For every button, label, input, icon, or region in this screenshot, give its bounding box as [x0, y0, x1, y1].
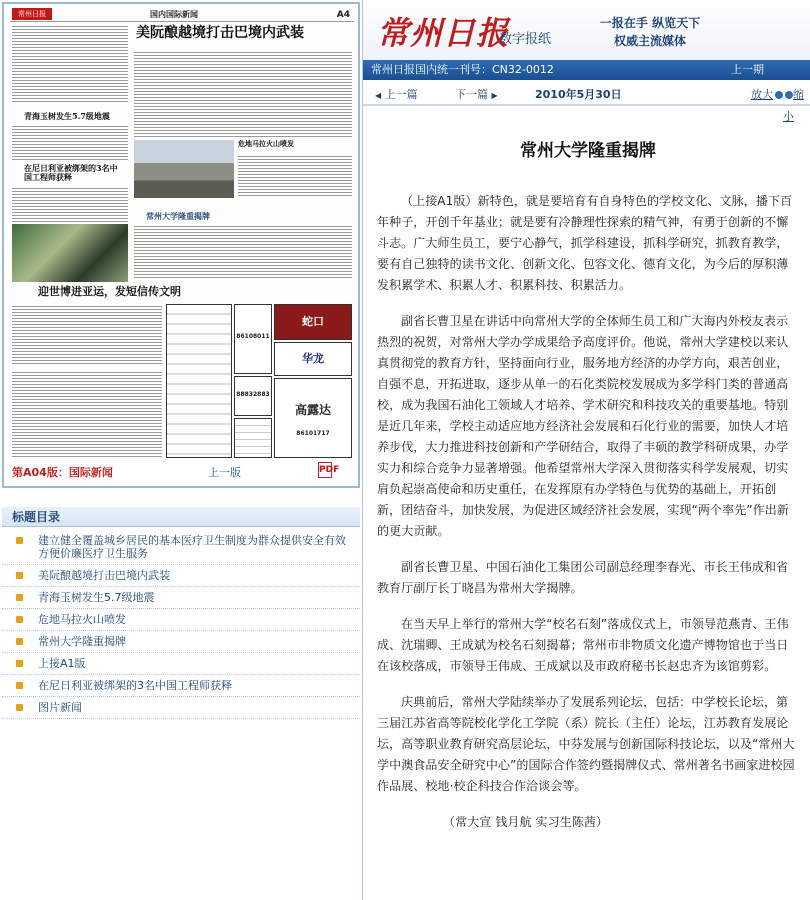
paper-photo-pandas[interactable]: [12, 224, 128, 282]
paper-ad-block[interactable]: [234, 418, 272, 458]
bullet-icon: [16, 660, 23, 667]
paper-ad-block[interactable]: [274, 378, 352, 458]
toc-item[interactable]: [2, 653, 360, 675]
zoom-in-icon: [775, 91, 783, 99]
right-panel: [362, 0, 810, 900]
paper-text-block[interactable]: [12, 24, 128, 104]
paper-logo: 常州日报: [12, 8, 52, 20]
toc-item[interactable]: [2, 530, 360, 565]
toc-item-label[interactable]: 图片新闻: [38, 701, 82, 714]
newspaper-page-image[interactable]: [10, 8, 354, 460]
toc-item[interactable]: [2, 675, 360, 697]
paper-ad-text: 蛇口: [302, 315, 324, 328]
zoom-in-label: 放大: [751, 88, 773, 101]
paper-headline-volcano[interactable]: 危地马拉火山喷发: [238, 140, 350, 148]
article-title: 常州大学隆重揭牌: [520, 141, 656, 161]
paper-ad-block[interactable]: [274, 304, 352, 340]
next-article-link[interactable]: [455, 84, 498, 107]
toc-item-label[interactable]: 上接A1版: [38, 657, 86, 670]
prev-edition-link[interactable]: 上一版: [208, 466, 241, 479]
pdf-icon[interactable]: PDF: [318, 462, 332, 478]
site-slogan: [595, 14, 705, 50]
issue-date: 2010年5月30日: [535, 88, 622, 101]
prev-issue-link[interactable]: 上一期: [731, 63, 764, 76]
bullet-icon: [16, 572, 23, 579]
article-nav: [363, 84, 810, 123]
site-subtitle: 数字报纸: [499, 32, 552, 47]
zoom-out-label: 缩小: [783, 88, 804, 123]
toc-item[interactable]: [2, 631, 360, 653]
arrow-left-icon: ◀: [375, 91, 382, 100]
zoom-in-link[interactable]: [751, 84, 783, 106]
paper-page-number: A4: [336, 10, 350, 20]
toc-item[interactable]: [2, 609, 360, 631]
paper-headline-engineers[interactable]: 在尼日利亚被绑架的3名中国工程师获释: [24, 164, 124, 182]
paper-ad-block[interactable]: [234, 376, 272, 416]
edition-label: 第A04版：国际新闻: [12, 466, 113, 479]
paper-footer: [8, 462, 352, 480]
paper-masthead: [10, 8, 354, 22]
toc-item-label[interactable]: 青海玉树发生5.7级地震: [38, 591, 155, 604]
paper-ad-text: 华龙: [302, 352, 324, 365]
article-paragraph: （上接A1版）新特色，就是要培育有自身特色的学校文化、文脉，播下百年种子，开创千年基业；就是要有冷静理性探索的精气神，有勇于创新的不懈斗志。广大师生员工，要宁心静气，抓学科建设，抓科学研究，抓教育教学，要有自己独特的读书文化、创新文化、包容文化、德育文化，为今后的厚积薄发积累学术、积累人才、积累科技、积累活力。: [377, 194, 793, 292]
paper-ad-text: 88832883: [236, 391, 270, 398]
paper-text-block[interactable]: [12, 370, 162, 458]
paper-text-block[interactable]: [238, 154, 352, 198]
toc-item-label[interactable]: 在尼日利亚被绑架的3名中国工程师获释: [38, 679, 232, 692]
article-paragraph: 在当天早上举行的常州大学“校名石刻”落成仪式上，市领导范燕青、王伟成、沈瑞卿、王成斌为校名石刻揭幕；常州市非物质文化遗产博物馆也于当日在该校落成，市领导王伟成、王成斌以及市政府秘书长赵忠齐为该馆剪彩。: [377, 617, 789, 673]
paper-ad-block[interactable]: [234, 304, 272, 374]
toc-item[interactable]: [2, 565, 360, 587]
issn-text: 常州日报国内统一刊号：CN32-0012: [371, 63, 554, 76]
paper-ad-text: 86101717: [296, 430, 330, 437]
site-logo[interactable]: 常州日报: [377, 14, 510, 52]
bullet-icon: [16, 616, 23, 623]
arrow-right-icon: ▶: [491, 91, 498, 100]
toc-item-label[interactable]: 常州大学隆重揭牌: [38, 635, 126, 648]
next-article-label: 下一篇: [455, 88, 488, 101]
prev-article-link[interactable]: [375, 84, 418, 107]
article-paragraph: 副省长曹卫星、中国石油化工集团公司副总经理李春光、市长王伟成和省教育厅副厅长丁晓昌为常州大学揭牌。: [377, 560, 789, 595]
article-byline: （常大宣 钱月航 实习生陈茜）: [443, 815, 609, 829]
toc-item[interactable]: [2, 697, 360, 719]
zoom-out-icon: [785, 91, 793, 99]
article-paragraph: 副省长曹卫星在讲话中向常州大学的全体师生员工和广大海内外校友表示热烈的祝贺，对常州大学办学成果给予高度评价。他说，常州大学建校以来认真贯彻党的教育方针，坚持面向行业，服务地方经济的办学方向，艰苦创业，自强不息，开拓进取，逐步从单一的石化类院校发展成为多学科门类的普通高校，成为我国石油化工领域人才培养、学术研究和科技攻关的重要基地。特别是近几年来，学校主动适应地方经济社会发展和石化行业的需要，加快人才培养步伐，大力推进科技创新和产学研结合，取得了丰硕的教学科研成果，办学实力和综合竞争力显著增强。他希望常州大学深入贯彻落实科学发展观，切实肩负起崇高使命和历史重任，在发挥原有办学特色与优势的基础上，开拓创新，团结奋斗，加快发展，为促进区域经济社会发展，实现“两个率先”作出新的更大贡献。: [377, 314, 789, 538]
paper-ad-block[interactable]: [166, 304, 232, 458]
paper-section-name: 国内国际新闻: [150, 10, 198, 19]
toc-item-label[interactable]: 危地马拉火山喷发: [38, 613, 126, 626]
toc-list: [2, 530, 360, 719]
newspaper-page-thumbnail[interactable]: [2, 2, 360, 488]
paper-headline-quake[interactable]: 青海玉树发生5.7级地震: [24, 112, 124, 121]
toc-item-label[interactable]: 美阮酿越境打击巴境内武装: [38, 569, 170, 582]
paper-text-block[interactable]: [12, 124, 128, 160]
paper-ad-text: 高露达: [294, 403, 331, 417]
toc-item[interactable]: [2, 587, 360, 609]
bullet-icon: [16, 682, 23, 689]
prev-article-label: 上一篇: [384, 88, 418, 101]
bullet-icon: [16, 638, 23, 645]
paper-text-block[interactable]: [134, 50, 352, 138]
paper-text-block[interactable]: [12, 304, 162, 364]
article-paragraph: 庆典前后，常州大学陆续举办了发展系列论坛，包括：中学校长论坛，第三届江苏省高等院校化学化工学院（系）院长（主任）论坛，江苏教育发展论坛，高等职业教育研究高层论坛，中芬发展与创新国际科技论坛，以及“常州大学中澳食品安全研究中心”的国际合作签约暨揭牌仪式、常州著名书画家进校园作品展、校地·校企科技合作洽谈会等。: [377, 695, 795, 793]
bullet-icon: [16, 594, 23, 601]
toc-item-label[interactable]: 建立健全覆盖城乡居民的基本医疗卫生制度为群众提供安全有效方便价廉医疗卫生服务: [38, 534, 346, 560]
brand-header: [363, 0, 810, 60]
paper-ad-block[interactable]: [274, 342, 352, 376]
left-panel: [0, 0, 362, 900]
paper-headline-university[interactable]: 常州大学隆重揭牌: [146, 212, 266, 221]
paper-headline-main[interactable]: 美阮酿越境打击巴境内武装: [136, 26, 350, 41]
slogan-line: 权威主流媒体: [613, 34, 686, 48]
bullet-icon: [16, 537, 23, 544]
paper-text-block[interactable]: [12, 186, 128, 222]
paper-headline-bottom[interactable]: 迎世博进亚运，发短信传文明: [38, 286, 338, 298]
paper-text-block[interactable]: [134, 224, 352, 280]
article: [363, 112, 810, 848]
issn-bar: [363, 60, 810, 80]
toc-title: 标题目录: [2, 507, 360, 527]
paper-ad-text: 86108011: [236, 333, 270, 340]
slogan-line: 一报在手 纵览天下: [599, 16, 701, 30]
bullet-icon: [16, 704, 23, 711]
paper-photo-plane[interactable]: [134, 140, 234, 198]
